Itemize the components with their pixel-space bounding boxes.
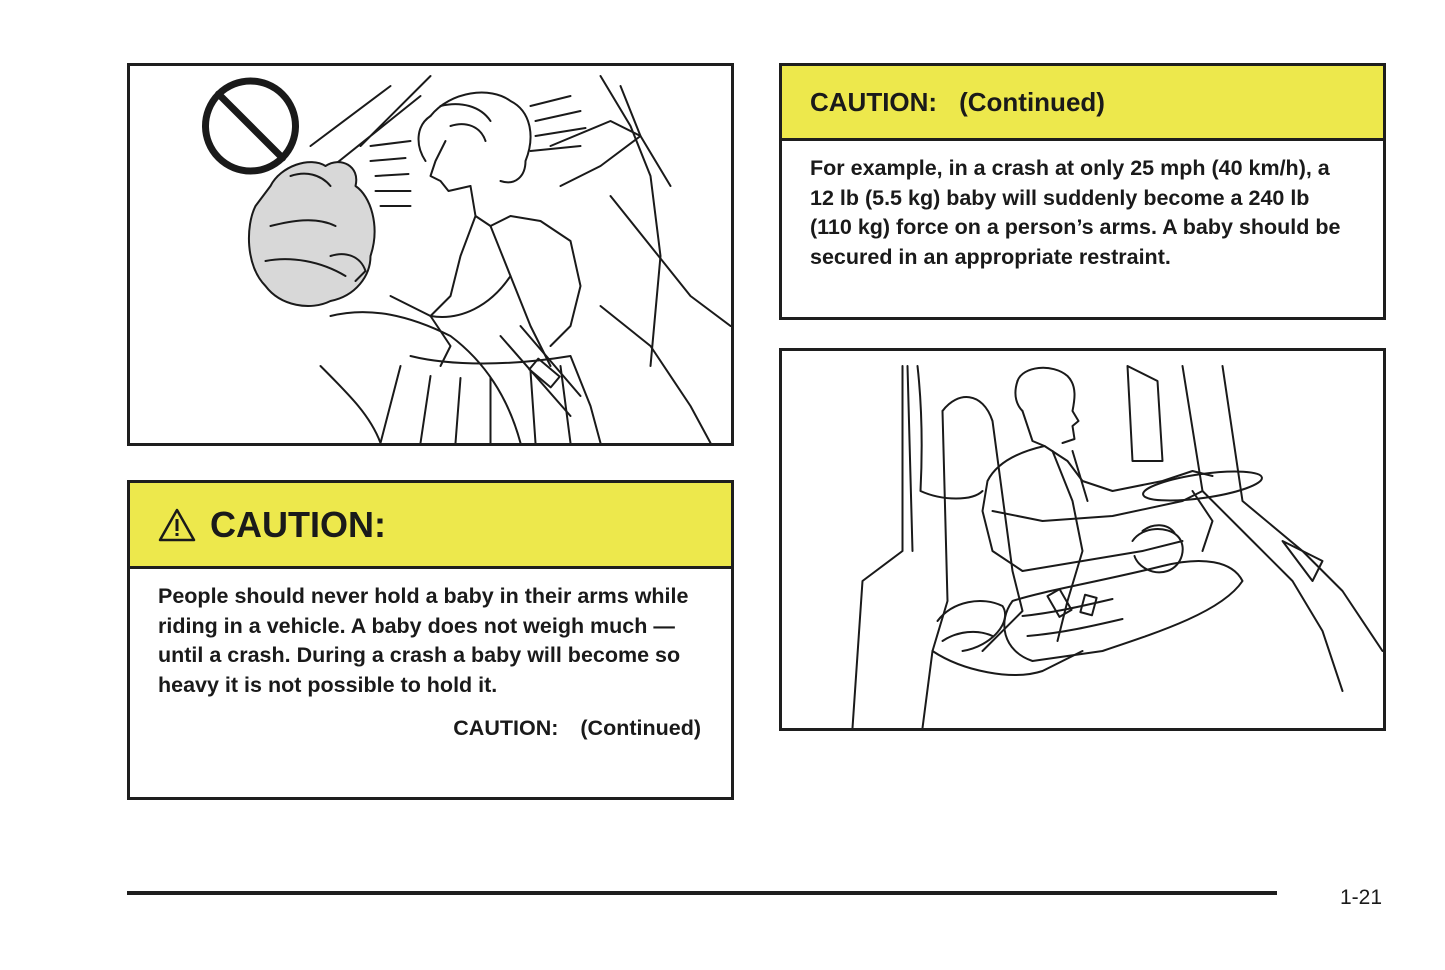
illustration-baby-in-restraint — [779, 348, 1386, 731]
prohibition-icon — [206, 81, 296, 171]
page-number: 1-21 — [1340, 886, 1383, 909]
warning-triangle-icon — [158, 508, 196, 542]
illustration-woman-holding-baby — [127, 63, 734, 446]
caution-header — [130, 483, 731, 569]
caution-continued-label — [158, 714, 703, 744]
caution-continued-header — [782, 66, 1383, 141]
footer-rule — [127, 891, 1277, 895]
caution-title: CAUTION: — [210, 503, 386, 545]
caution-text: People should never hold a baby in their arms while riding in a vehicle. A baby does not weigh much — until a crash. During a crash a baby will become so heavy it is not possible to hold it. — [158, 584, 689, 697]
caution-continued-text: For example, in a crash at only 25 mph (40 km/h), a 12 lb (5.5 kg) baby will suddenly become a 240 lb (110 kg) force on a person’s arms. A baby should be secured in an appropriate restraint. — [810, 156, 1341, 269]
continued-paren: (Continued) — [580, 716, 701, 740]
caution-continued-paren: (Continued) — [959, 86, 1105, 117]
continued-word: CAUTION: — [453, 716, 559, 740]
caution-box — [127, 480, 734, 800]
caution-continued-word: CAUTION: — [810, 86, 938, 117]
caution-continued-box — [779, 63, 1386, 320]
